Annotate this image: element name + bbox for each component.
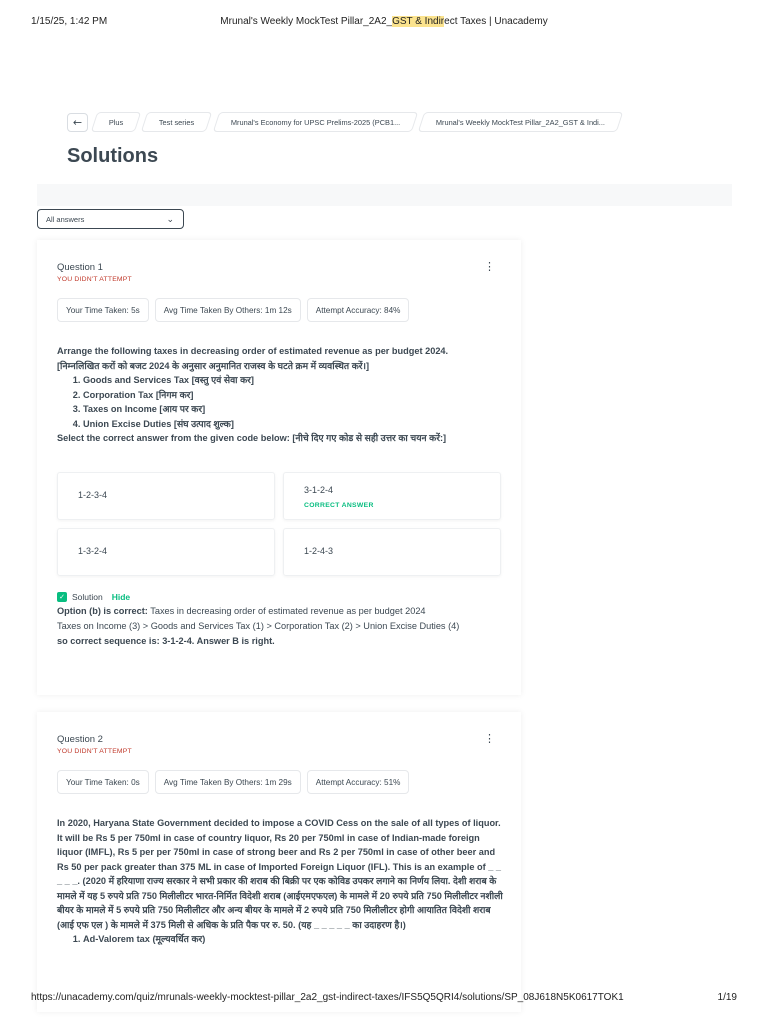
question-items [57, 373, 505, 431]
solution-lead: Option (b) is correct: [57, 606, 148, 616]
breadcrumb-item-test-series[interactable]: Test series [141, 112, 213, 132]
solution-header [57, 592, 130, 602]
avg-time-stat: Avg Time Taken By Others: 1m 29s [155, 770, 301, 794]
question-card [37, 240, 521, 695]
accuracy-stat: Attempt Accuracy: 84% [307, 298, 410, 322]
list-item: 4. Union Excise Duties [संघ उत्पाद शुल्क] [83, 417, 505, 432]
your-time-stat: Your Time Taken: 5s [57, 298, 149, 322]
avg-time-stat: Avg Time Taken By Others: 1m 12s [155, 298, 301, 322]
question-stats [57, 770, 409, 794]
list-item: 1. Goods and Services Tax [वस्तु एवं सेवा कर] [83, 373, 505, 388]
list-item: 1. Ad-Valorem tax (मूल्यवर्धित कर) [83, 932, 505, 947]
option-text: 1-2-3-4 [78, 490, 108, 500]
more-options-icon[interactable]: ⋮ [484, 733, 495, 745]
accuracy-stat: Attempt Accuracy: 51% [307, 770, 410, 794]
answer-options [57, 472, 503, 582]
title-highlight: GST & Indir [392, 16, 445, 27]
print-title: Mrunal's Weekly MockTest Pillar_2A2_GST & Indirect Taxes | Unacademy [220, 16, 548, 27]
print-url: https://unacademy.com/quiz/mrunals-weekly-mocktest-pillar_2a2_gst-indirect-taxes/IFS5Q5QRI4/solutions/SP_08J618N5K0617TOK1 [31, 992, 624, 1003]
question-title: Question 2 [57, 734, 103, 745]
back-arrow-icon[interactable]: ← [67, 113, 88, 132]
question-title: Question 1 [57, 262, 103, 273]
breadcrumb [67, 112, 620, 132]
option-c[interactable] [57, 528, 275, 576]
your-time-stat: Your Time Taken: 0s [57, 770, 149, 794]
print-header [31, 16, 737, 30]
list-item: 2. Corporation Tax [निगम कर] [83, 388, 505, 403]
breadcrumb-item-test[interactable]: Mrunal's Weekly MockTest Pillar_2A2_GST & Indi... [418, 112, 624, 132]
solution-conclusion: so correct sequence is: 3-1-2-4. Answer B is right. [57, 636, 275, 646]
breadcrumb-item-course[interactable]: Mrunal's Economy for UPSC Prelims-2025 (PCB1... [212, 112, 418, 132]
question-prompt: Select the correct answer from the given code below: [नीचे दिए गए कोड से सही उत्तर का चयन करें:] [57, 433, 447, 443]
option-text: 1-3-2-4 [78, 546, 108, 556]
print-page-number: 1/19 [717, 992, 737, 1003]
correct-answer-label: CORRECT ANSWER [304, 502, 374, 509]
more-options-icon[interactable]: ⋮ [484, 261, 495, 273]
print-datetime: 1/15/25, 1:42 PM [31, 16, 108, 27]
solution-label: Solution [72, 592, 103, 602]
option-b[interactable] [283, 472, 501, 520]
option-d[interactable] [283, 528, 501, 576]
breadcrumb-item-plus[interactable]: Plus [91, 112, 142, 132]
question-card [37, 712, 521, 1012]
solution-icon: ✓ [57, 592, 67, 602]
question-statement-hindi: [निम्नलिखित करों को बजट 2024 के अनुसार अनुमानित राजस्व के घटते क्रम में व्यवस्थित करें।] [57, 360, 370, 371]
filter-value: All answers [46, 214, 85, 224]
question-stats [57, 298, 409, 322]
section-divider [37, 184, 732, 206]
option-a[interactable] [57, 472, 275, 520]
question-text [57, 344, 505, 446]
question-statement: In 2020, Haryana State Government decided to impose a COVID Cess on the sale of all types of liquor. It will be Rs 5 per 750ml in case of country liquor, Rs 20 per 750ml in case of Indian-made foreign liquor (IMFL), Rs 5 per per 750ml in case of strong beer and Rs 2 per 750ml in case of other beer and Rs 50 per pack greater than 375 ML in case of Imported Foreign Liquor (IFL). This is an example of _ _ _ _ _. (2020 में हरियाणा राज्य सरकार ने सभी प्रकार की शराब की बिक्री पर एक कोविड उपकर लगाने का निर्णय लिया. देशी शराब के मामले में यह 5 रुपये प्रति 750 मिलीलीटर भारत-निर्मित विदेशी शराब (आईएमएफएल) के मामले में 20 रुपये प्रति 750 मिलीलीटर नशीली बीयर के मामले में 5 रुपये प्रति 750 मिलीलीटर और अन्य बीयर के मामले में 2 रुपये प्रति 750 मिलीलीटर होगी आयातित विदेशी शराब (आई एफ एल ) के मामले में 375 मिली से अधिक के प्रति पैक पर रु. 50. (यह _ _ _ _ _ का उदाहरण है।) [57, 818, 503, 930]
option-text: 1-2-4-3 [304, 546, 334, 556]
question-items [57, 932, 505, 947]
question-statement: Arrange the following taxes in decreasing order of estimated revenue as per budget 2024. [57, 346, 449, 356]
solution-line: Taxes in decreasing order of estimated revenue as per budget 2024 [147, 606, 426, 616]
hide-solution-button[interactable]: Hide [111, 592, 131, 602]
answers-filter-select[interactable] [37, 209, 184, 229]
attempt-status: YOU DIDN'T ATTEMPT [57, 748, 132, 755]
solution-text [57, 604, 505, 649]
list-item: 3. Taxes on Income [आय पर कर] [83, 402, 505, 417]
attempt-status: YOU DIDN'T ATTEMPT [57, 276, 132, 283]
chevron-down-icon: ⌄ [166, 214, 174, 224]
print-footer [31, 992, 737, 1006]
question-text [57, 816, 505, 947]
page-title: Solutions [67, 145, 159, 167]
solution-line: Taxes on Income (3) > Goods and Services Tax (1) > Corporation Tax (2) > Union Excise Duties (4) [57, 621, 460, 631]
option-text: 3-1-2-4 [304, 485, 334, 495]
